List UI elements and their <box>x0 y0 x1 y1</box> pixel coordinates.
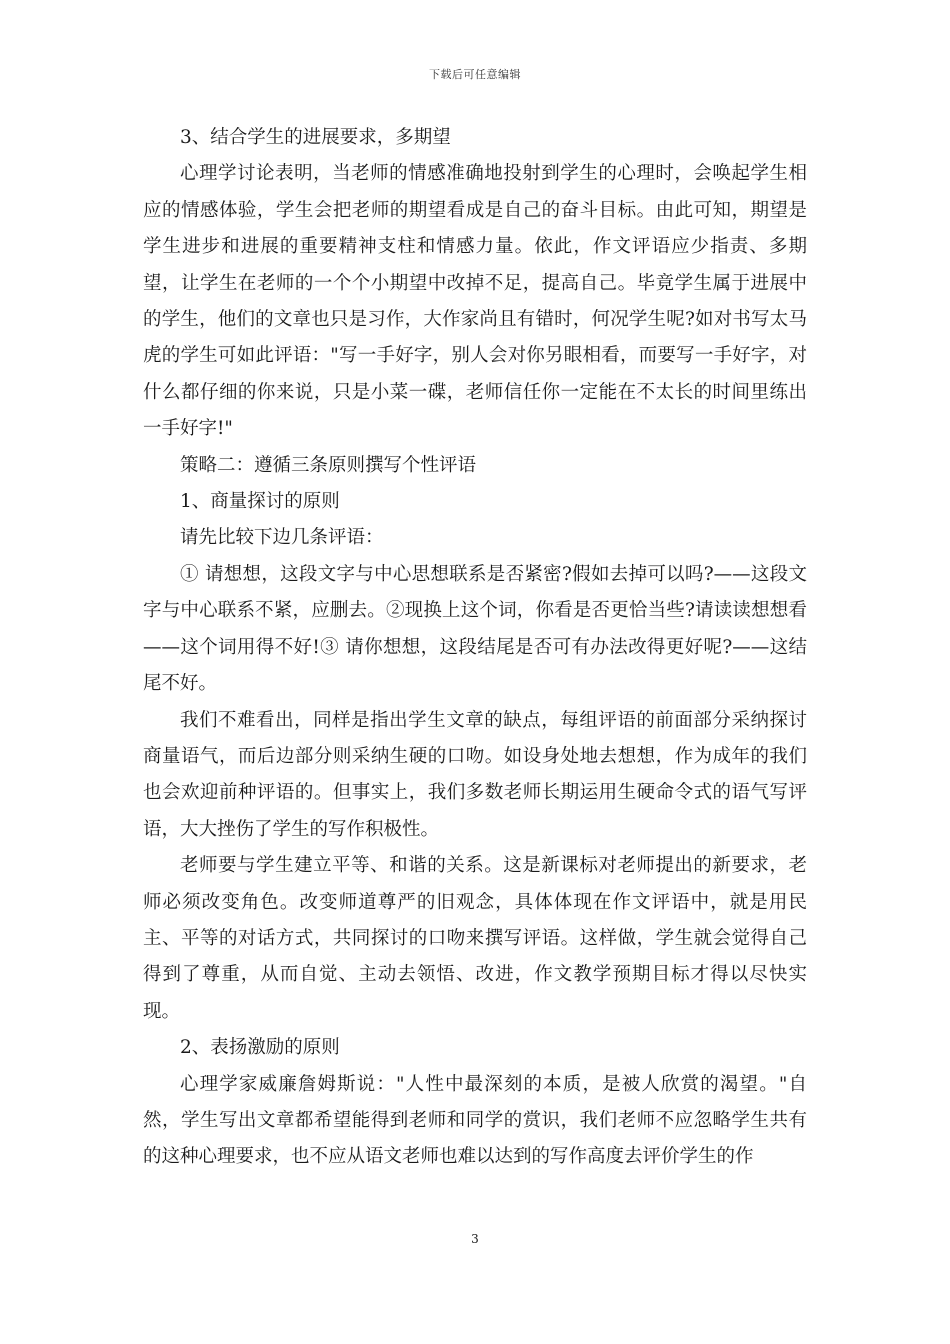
compare-intro-line: 请先比较下边几条评语： <box>180 527 384 549</box>
paragraph-equal-relationship: 老师要与学生建立平等、和谐的关系。这是新课标对老师提出的新要求，老师必须改变角色。改变师道尊严的旧观念，具体体现在作文评语中，就是用民主、平等的对话方式，共同探讨的口吻来撰写评语。这样做，学生就会觉得自己得到了尊重，从而自觉、主动去领悟、改进，作文教学预期目标才得以尽快实现。 <box>143 855 807 1022</box>
document-body <box>143 120 807 1176</box>
paragraph-comment-examples: ① 请想想，这段文字与中心思想联系是否紧密?假如去掉可以吗?——这段文字与中心联系不紧，应删去。②现换上这个词，你看是否更恰当些?请读读想想看——这个词用得不好!③ 请你想想，这段结尾是否可有办法改得更好呢?——这结尾不好。 <box>143 563 807 695</box>
page-header: 下载后可任意编辑 <box>429 68 521 81</box>
principle-one-heading: 1、商量探讨的原则 <box>180 491 340 513</box>
page-number: 3 <box>471 1232 479 1246</box>
paragraph-tone-analysis: 我们不难看出，同样是指出学生文章的缺点，每组评语的前面部分采纳探讨商量语气，而后边部分则采纳生硬的口吻。如设身处地去想想，作为成年的我们也会欢迎前种评语的。但事实上，我们多数老师长期运用生硬命令式的语气写评语，大大挫伤了学生的写作积极性。 <box>143 709 807 840</box>
section-heading-expectation: 3、结合学生的进展要求，多期望 <box>180 127 451 148</box>
strategy-two-heading: 策略二：遵循三条原则撰写个性评语 <box>180 454 477 476</box>
principle-two-heading: 2、表扬激励的原则 <box>180 1037 340 1059</box>
paragraph-praise-motivation: 心理学家威廉詹姆斯说："人性中最深刻的本质，是被人欣赏的渴望。"自然，学生写出文章都希望能得到老师和同学的赏识，我们老师不应忽略学生共有的这种心理要求，也不应从语文老师也难以达到的写作高度去评价学生的作 <box>143 1073 807 1168</box>
paragraph-psychology-expectation: 心理学讨论表明，当老师的情感准确地投射到学生的心理时，会唤起学生相应的情感体验，学生会把老师的期望看成是自己的奋斗目标。由此可知，期望是学生进步和进展的重要精神支柱和情感力量。依此，作文评语应少指责、多期望，让学生在老师的一个个小期望中改掉不足，提高自己。毕竟学生属于进展中的学生，他们的文章也只是习作，大作家尚且有错时，何况学生呢?如对书写太马虎的学生可如此评语："写一手好字，别人会对你另眼相看，而要写一手好字，对什么都仔细的你来说，只是小菜一碟，老师信任你一定能在不太长的时间里练出一手好字!" <box>143 163 807 440</box>
